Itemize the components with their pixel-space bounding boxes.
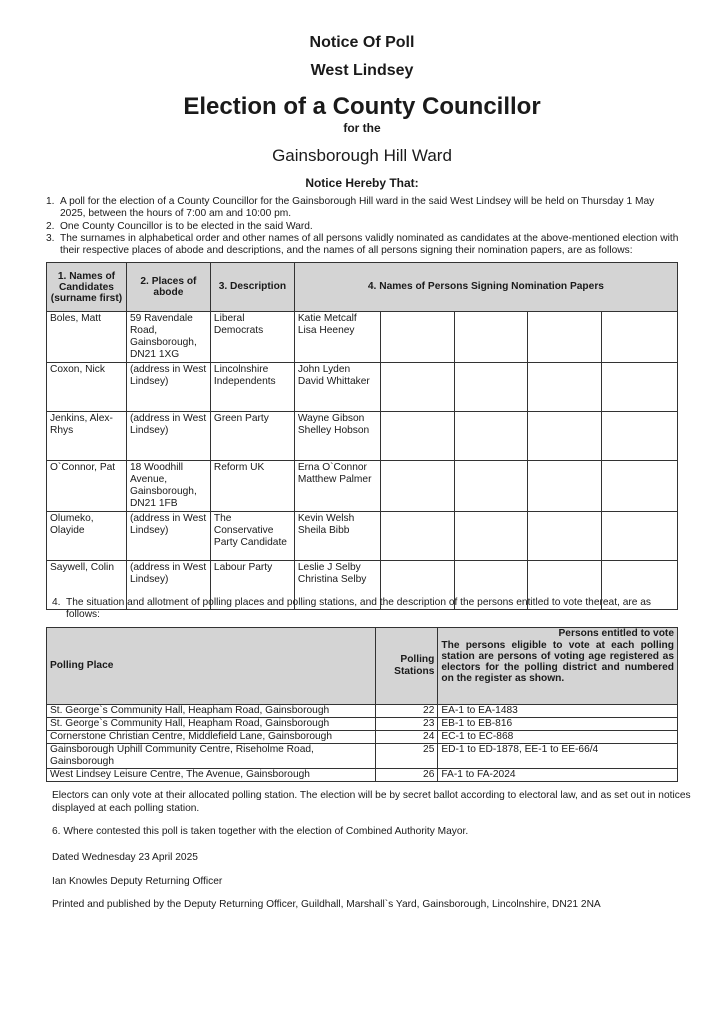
polling-station-number: 25 [376, 744, 438, 769]
signer-cell [380, 312, 454, 363]
point-6: 6. Where contested this poll is taken together with the election of Combined Authority Mayor. [52, 826, 469, 837]
entitled-range: EC-1 to EC-868 [438, 731, 678, 744]
dated-line: Dated Wednesday 23 April 2025 [52, 852, 198, 863]
table-row [47, 512, 678, 561]
point-2: 2. One County Councillor is to be elected in the said Ward. [46, 221, 313, 232]
signer-cell [454, 312, 528, 363]
table-row [47, 769, 678, 782]
header-names: 1. Names of Candidates (surname first) [47, 263, 127, 312]
polling-table [46, 627, 678, 782]
printed-by-line: Printed and published by the Deputy Returning Officer, Guildhall, Marshall`s Yard, Gainsborough, Lincolnshire, DN21 2NA [52, 899, 601, 910]
table-row [47, 363, 678, 412]
entitled-range: EB-1 to EB-816 [438, 718, 678, 731]
notice-title: Notice Of Poll [309, 34, 415, 51]
polling-place: Gainsborough Uphill Community Centre, Riseholme Road, Gainsborough [47, 744, 376, 769]
candidates-table [46, 262, 678, 610]
polling-header-row [47, 628, 678, 705]
point-3: 3. The surnames in alphabetical order and other names of all persons validly nominated as candidates at the above-mentioned election with their respective places of abode and descriptions, and the names of all persons signing their nomination papers, are as follows: [46, 233, 679, 256]
candidate-description: The Conservative Party Candidate [210, 512, 294, 561]
signer-cell [528, 461, 602, 512]
candidate-signers: Katie Metcalf Lisa Heeney [294, 312, 380, 363]
header-polling-stations: Polling Stations [376, 628, 438, 705]
polling-station-number: 23 [376, 718, 438, 731]
point-1: 1. A poll for the election of a County Councillor for the Gainsborough Hill ward in the said West Lindsey will be held on Thursday 1 May 2025, between the hours of 7:00 am and 10:00 pm. [46, 196, 655, 219]
header-abode: 2. Places of abode [126, 263, 210, 312]
candidate-signers: Kevin Welsh Sheila Bibb [294, 512, 380, 561]
signer-cell [454, 412, 528, 461]
table-row [47, 744, 678, 769]
signer-cell [602, 312, 678, 363]
ward-name: Gainsborough Hill Ward [272, 146, 452, 165]
polling-place: Cornerstone Christian Centre, Middlefield Lane, Gainsborough [47, 731, 376, 744]
table-row [47, 705, 678, 718]
candidate-abode: 18 Woodhill Avenue, Gainsborough, DN21 1FB [126, 461, 210, 512]
header-polling-place: Polling Place [47, 628, 376, 705]
for-the-label: for the [343, 121, 381, 135]
candidate-name: Boles, Matt [47, 312, 127, 363]
candidate-description: Green Party [210, 412, 294, 461]
candidate-description: Labour Party [210, 561, 294, 610]
signer-cell [528, 512, 602, 561]
polling-station-number: 26 [376, 769, 438, 782]
candidate-name: O`Connor, Pat [47, 461, 127, 512]
candidate-abode: (address in West Lindsey) [126, 561, 210, 610]
signer-cell [380, 412, 454, 461]
signer-cell [380, 461, 454, 512]
candidate-abode: (address in West Lindsey) [126, 512, 210, 561]
signer-cell [454, 512, 528, 561]
candidate-signers: John Lyden David Whittaker [294, 363, 380, 412]
signer-cell [528, 312, 602, 363]
header-entitled [438, 628, 678, 705]
candidate-abode: (address in West Lindsey) [126, 412, 210, 461]
candidate-name: Jenkins, Alex-Rhys [47, 412, 127, 461]
candidate-name: Olumeko, Olayide [47, 512, 127, 561]
polling-station-number: 22 [376, 705, 438, 718]
signer-cell [454, 461, 528, 512]
point-4: 4. The situation and allotment of polling places and polling stations, and the description of the persons entitled to vote thereat, are as follows: [52, 597, 652, 620]
candidate-signers: Erna O`Connor Matthew Palmer [294, 461, 380, 512]
signer-cell [528, 363, 602, 412]
header-description: 3. Description [210, 263, 294, 312]
entitled-title: Persons entitled to vote [558, 628, 674, 639]
candidate-signers: Leslie J Selby Christina Selby [294, 561, 380, 610]
candidate-description: Reform UK [210, 461, 294, 512]
candidate-abode: 59 Ravendale Road, Gainsborough, DN21 1XG [126, 312, 210, 363]
signer-cell [454, 363, 528, 412]
signer-cell [380, 363, 454, 412]
table-row [47, 461, 678, 512]
table-row [47, 718, 678, 731]
candidates-header-row [47, 263, 678, 312]
entitled-range: EA-1 to EA-1483 [438, 705, 678, 718]
signer-cell [602, 512, 678, 561]
signer-cell [380, 512, 454, 561]
signer-cell [602, 363, 678, 412]
header-signers: 4. Names of Persons Signing Nomination Papers [294, 263, 677, 312]
electors-notice: Electors can only vote at their allocated polling station. The election will be by secret ballot according to electoral law, and as set out in notices displayed at each polling station. [52, 790, 691, 814]
candidate-name: Coxon, Nick [47, 363, 127, 412]
table-row [47, 312, 678, 363]
candidate-description: Lincolnshire Independents [210, 363, 294, 412]
signer-cell [602, 412, 678, 461]
notice-hereby-label: Notice Hereby That: [305, 176, 419, 190]
polling-place: St. George`s Community Hall, Heapham Road, Gainsborough [47, 705, 376, 718]
entitled-description: The persons eligible to vote at each polling station are persons of voting age registered as electors for the polling district and numbered on the register as shown. [441, 640, 674, 684]
signer-cell [602, 461, 678, 512]
entitled-range: FA-1 to FA-2024 [438, 769, 678, 782]
council-name: West Lindsey [310, 62, 414, 79]
candidate-description: Liberal Democrats [210, 312, 294, 363]
candidate-name: Saywell, Colin [47, 561, 127, 610]
candidate-abode: (address in West Lindsey) [126, 363, 210, 412]
candidate-signers: Wayne Gibson Shelley Hobson [294, 412, 380, 461]
election-title: Election of a County Councillor [183, 93, 541, 120]
polling-station-number: 24 [376, 731, 438, 744]
table-row [47, 731, 678, 744]
entitled-range: ED-1 to ED-1878, EE-1 to EE-66/4 [438, 744, 678, 769]
polling-place: St. George`s Community Hall, Heapham Road, Gainsborough [47, 718, 376, 731]
signer-cell [528, 412, 602, 461]
table-row [47, 412, 678, 461]
polling-place: West Lindsey Leisure Centre, The Avenue, Gainsborough [47, 769, 376, 782]
officer-line: Ian Knowles Deputy Returning Officer [52, 876, 223, 887]
